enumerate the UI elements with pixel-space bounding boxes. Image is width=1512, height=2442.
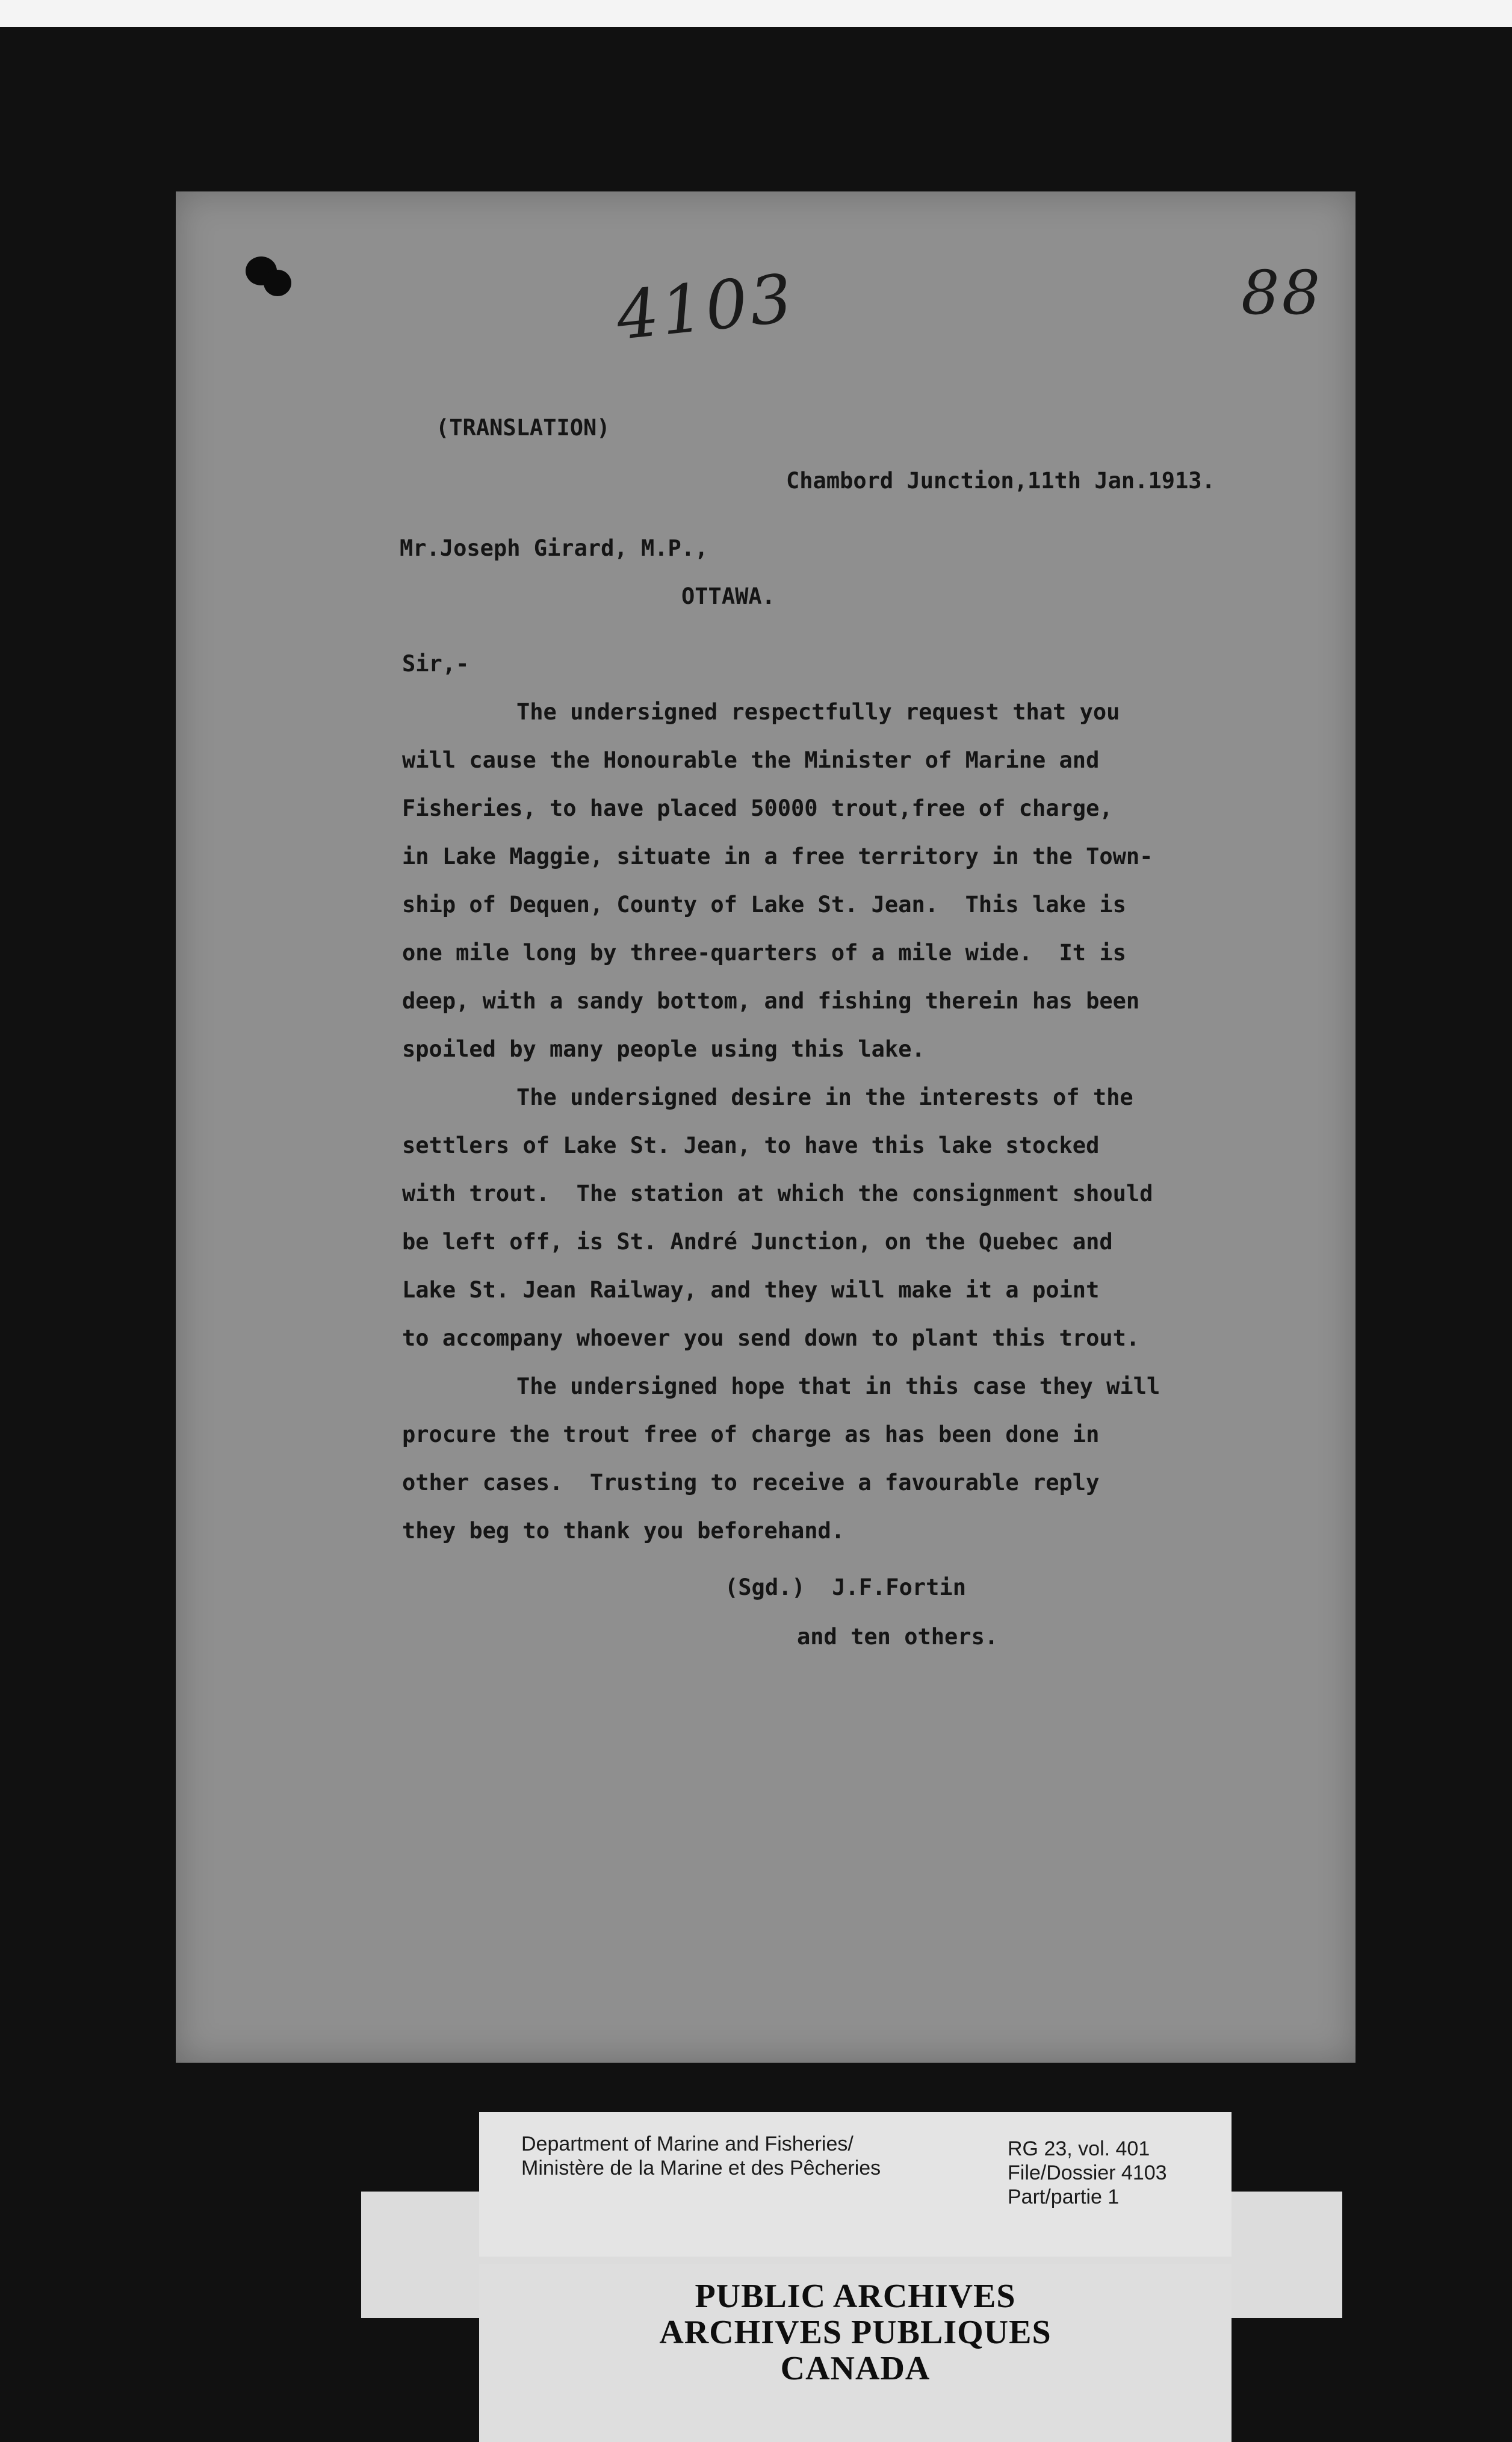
archive-label (479, 2112, 1232, 2257)
translation-heading: (TRANSLATION) (436, 415, 610, 441)
body-line: to accompany whoever you send down to plant this trout. (402, 1325, 1140, 1351)
label-part: Part/partie 1 (1008, 2186, 1120, 2208)
body-line: ship of Dequen, County of Lake St. Jean. This lake is (402, 892, 1126, 918)
stamp-line-fr: ARCHIVES PUBLIQUES (659, 2314, 1052, 2351)
label-record-group: RG 23, vol. 401 (1008, 2137, 1150, 2160)
stamp-line-country: CANADA (780, 2350, 931, 2387)
stamp-line-en: PUBLIC ARCHIVES (695, 2278, 1016, 2315)
body-line: Lake St. Jean Railway, and they will make it a point (402, 1277, 1100, 1303)
signature-note: and ten others. (797, 1624, 999, 1650)
body-line: in Lake Maggie, situate in a free territory in the Town- (402, 844, 1153, 869)
label-department-fr: Ministère de la Marine et des Pêcheries (521, 2157, 881, 2179)
body-line: settlers of Lake St. Jean, to have this lake stocked (402, 1132, 1100, 1158)
body-line: deep, with a sandy bottom, and fishing therein has been (402, 988, 1140, 1014)
recipient-name: Mr.Joseph Girard, M.P., (400, 535, 708, 561)
body-line: be left off, is St. André Junction, on the Quebec and (402, 1229, 1113, 1255)
punch-hole (264, 270, 291, 296)
body-line: Fisheries, to have placed 50000 trout,free of charge, (402, 795, 1113, 821)
scan-top-margin (0, 0, 1512, 27)
body-line: The undersigned desire in the interests of the (516, 1084, 1133, 1110)
label-department-en: Department of Marine and Fisheries/ (521, 2133, 854, 2155)
body-line: The undersigned hope that in this case they will (516, 1373, 1160, 1399)
handwritten-file-number: 4103 (613, 259, 798, 355)
dateline: Chambord Junction,11th Jan.1913. (786, 468, 1215, 494)
label-file: File/Dossier 4103 (1008, 2161, 1167, 2184)
body-line: spoiled by many people using this lake. (402, 1036, 925, 1062)
salutation: Sir,- (402, 651, 469, 677)
body-line: will cause the Honourable the Minister of Marine and (402, 747, 1100, 773)
body-line: other cases. Trusting to receive a favourable reply (402, 1470, 1100, 1496)
body-line: The undersigned respectfully request that you (516, 699, 1120, 725)
body-line: one mile long by three-quarters of a mile wide. It is (402, 940, 1126, 966)
body-line: with trout. The station at which the consignment should (402, 1181, 1153, 1207)
public-archives-stamp (479, 2264, 1232, 2442)
recipient-city: OTTAWA. (681, 583, 775, 609)
body-line: they beg to thank you beforehand. (402, 1518, 845, 1544)
signature: (Sgd.) J.F.Fortin (725, 1574, 966, 1600)
letter-page (176, 191, 1356, 2063)
body-line: procure the trout free of charge as has been done in (402, 1421, 1100, 1447)
handwritten-page-number: 88 (1241, 258, 1323, 328)
